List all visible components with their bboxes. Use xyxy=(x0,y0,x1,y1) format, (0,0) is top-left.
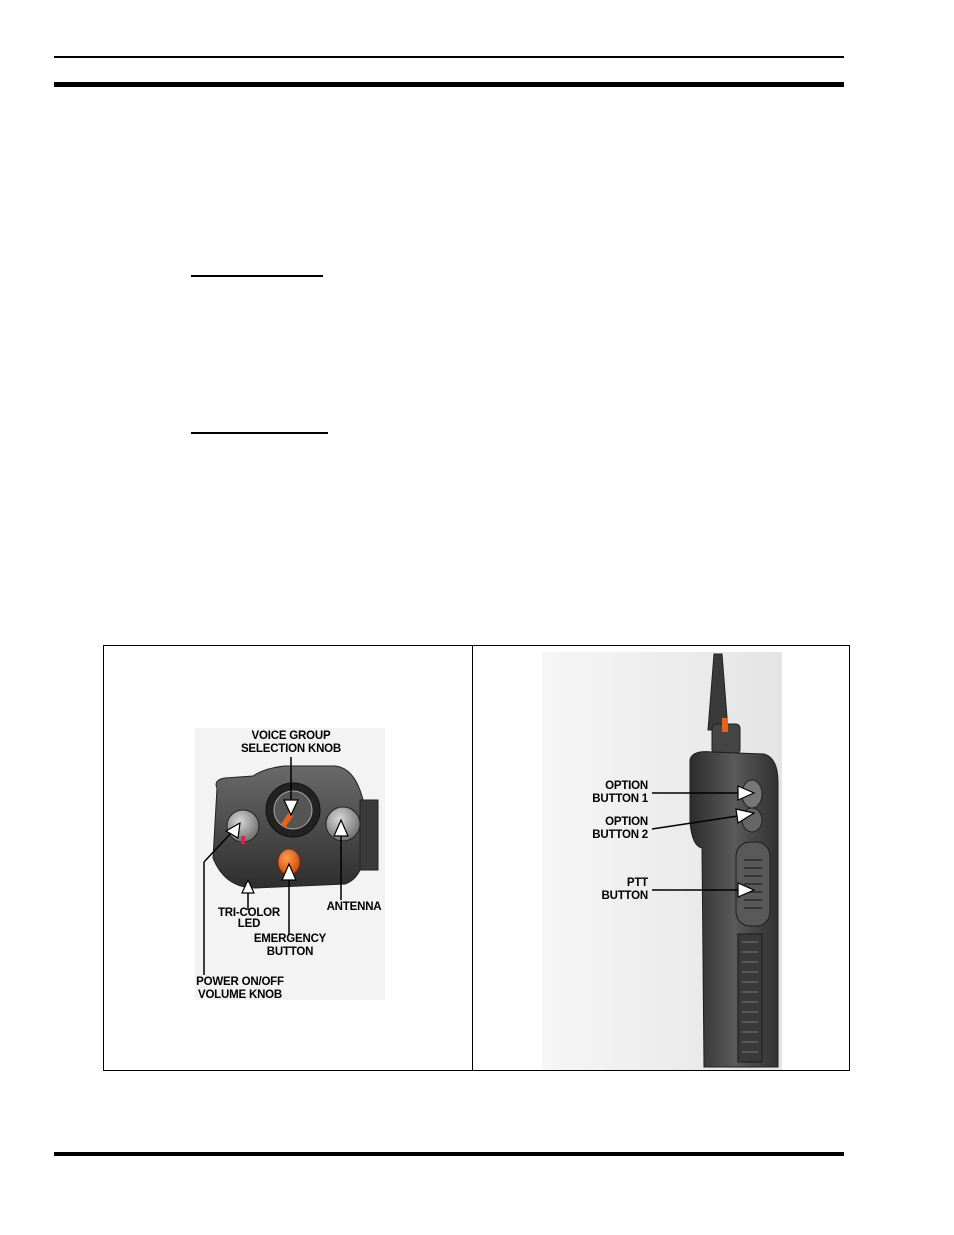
power-volume-label: POWER ON/OFF VOLUME KNOB xyxy=(196,976,284,1001)
voice-group-label: VOICE GROUP SELECTION KNOB xyxy=(240,730,342,755)
footer-rule xyxy=(54,1152,844,1156)
tri-color-led-label: TRI-COLOR LED xyxy=(217,907,281,930)
antenna-label: ANTENNA xyxy=(326,901,382,913)
option-button-2-label: OPTION BUTTON 2 xyxy=(592,816,648,841)
option-button-1-label: OPTION BUTTON 1 xyxy=(592,780,648,805)
ptt-button-label: PTT BUTTON xyxy=(601,877,648,902)
emergency-button-label: EMERGENCY BUTTON xyxy=(253,933,327,958)
